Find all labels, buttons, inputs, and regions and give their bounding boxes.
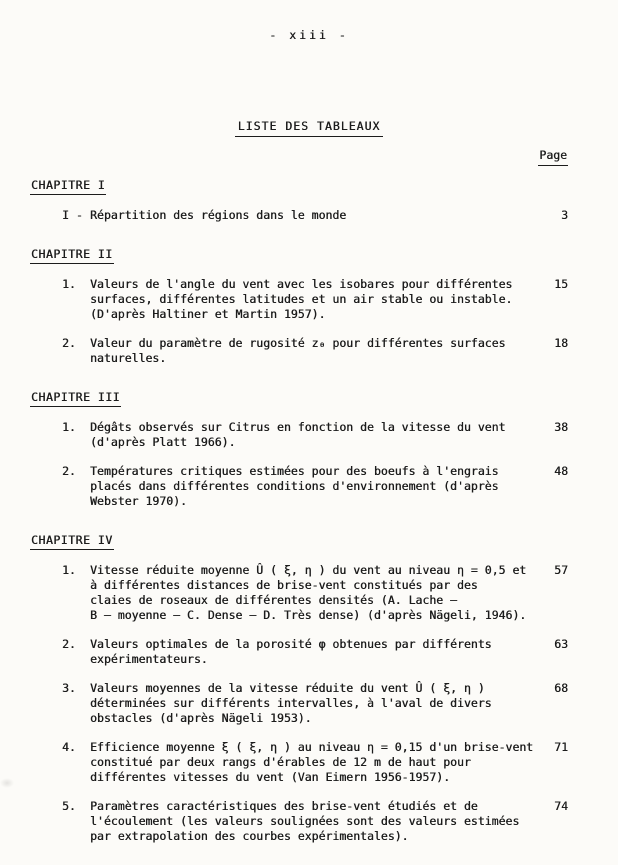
entry-page-number: 63 <box>554 637 568 651</box>
entry-line: claies de roseaux de différentes densités (A. Lache – <box>90 593 457 607</box>
toc-entry <box>62 336 568 366</box>
entry-page-number: 48 <box>554 464 568 478</box>
document-title: LISTE DES TABLEAUX <box>235 119 384 137</box>
entry-line: Valeurs optimales de la porosité φ obtenues par différents <box>90 637 492 651</box>
entry-line: naturelles. <box>90 351 167 365</box>
toc-entry <box>62 464 568 509</box>
chapter-section <box>30 247 568 366</box>
entry-text <box>90 336 532 366</box>
entry-line: Dégâts observés sur Citrus en fonction de la vitesse du vent <box>90 420 506 434</box>
entry-line: Températures critiques estimées pour des boeufs à l'engrais <box>90 464 499 478</box>
entry-line: obstacles (d'après Nägeli 1953). <box>90 711 312 725</box>
toc-entry <box>62 740 568 785</box>
entry-page-number: 71 <box>554 740 568 754</box>
entry-line: l'écoulement (les valeurs soulignées sont des valeurs estimées <box>90 814 520 828</box>
entry-line: Valeur du paramètre de rugosité z₀ pour différentes surfaces <box>90 336 506 350</box>
entry-line: Paramètres caractéristiques des brise-vent étudiés et de <box>90 799 478 813</box>
entry-text <box>90 740 532 785</box>
entry-number: 2. <box>62 336 76 350</box>
entry-text <box>90 420 532 450</box>
entry-text <box>90 277 532 322</box>
entry-line: par extrapolation des courbes expérimentales). <box>90 829 409 843</box>
entry-number: 1. <box>62 563 76 577</box>
entry-number: 5. <box>62 799 76 813</box>
entry-page-number: 68 <box>554 681 568 695</box>
entry-line: placés dans différentes conditions d'environnement (d'après <box>90 479 499 493</box>
entry-text <box>90 208 532 223</box>
chapter-heading <box>30 247 568 264</box>
toc-entry <box>62 277 568 322</box>
entry-number: I - <box>62 208 83 222</box>
entry-page-number: 74 <box>554 799 568 813</box>
entry-text <box>90 563 532 623</box>
toc-entry <box>62 681 568 726</box>
entry-number: 2. <box>62 637 76 651</box>
chapter-heading <box>30 390 568 407</box>
page-column-header-row <box>538 148 568 166</box>
entry-page-number: 3 <box>561 208 568 222</box>
scan-smudge <box>0 778 14 788</box>
chapter-heading-text: CHAPITRE II <box>30 247 114 264</box>
entry-text <box>90 681 532 726</box>
chapter-heading <box>30 533 568 550</box>
entry-number: 4. <box>62 740 76 754</box>
chapter-heading <box>30 178 568 195</box>
entry-line: B – moyenne – C. Dense – D. Très dense) (d'après Nägeli, 1946). <box>90 608 527 622</box>
table-of-tables <box>30 178 568 865</box>
entry-line: Webster 1970). <box>90 494 187 508</box>
entry-page-number: 18 <box>554 336 568 350</box>
entry-number: 3. <box>62 681 76 695</box>
chapter-heading-text: CHAPITRE III <box>30 390 121 407</box>
toc-entry <box>62 799 568 844</box>
entry-line: (D'après Haltiner et Martin 1957). <box>90 307 326 321</box>
chapter-section <box>30 178 568 223</box>
entry-page-number: 57 <box>554 563 568 577</box>
entry-line: (d'après Platt 1966). <box>90 435 236 449</box>
entry-line: Valeurs de l'angle du vent avec les isobares pour différentes <box>90 277 513 291</box>
toc-entry <box>62 208 568 223</box>
page-folio: - xiii - <box>269 28 349 42</box>
entry-page-number: 15 <box>554 277 568 291</box>
entry-text <box>90 799 532 844</box>
entry-line: expérimentateurs. <box>90 652 208 666</box>
chapter-section <box>30 533 568 844</box>
toc-entry <box>62 420 568 450</box>
toc-entry <box>62 637 568 667</box>
entry-line: déterminées sur différents intervalles, à l'aval de divers <box>90 696 492 710</box>
entry-line: Répartition des régions dans le monde <box>90 208 347 222</box>
entry-line: surfaces, différentes latitudes et un air stable ou instable. <box>90 292 513 306</box>
entry-page-number: 38 <box>554 420 568 434</box>
entry-number: 1. <box>62 420 76 434</box>
entry-number: 1. <box>62 277 76 291</box>
chapter-heading-text: CHAPITRE I <box>30 178 106 195</box>
entry-line: Efficience moyenne ξ ( ξ, η ) au niveau η = 0,15 d'un brise-vent <box>90 740 534 754</box>
chapter-heading-text: CHAPITRE IV <box>30 533 114 550</box>
entry-line: Vitesse réduite moyenne Û ( ξ, η ) du vent au niveau η = 0,5 et <box>90 563 527 577</box>
entry-line: Valeurs moyennes de la vitesse réduite du vent Û ( ξ, η ) <box>90 681 485 695</box>
entry-text <box>90 637 532 667</box>
page-column-label: Page <box>538 148 568 166</box>
entry-line: différentes vitesses du vent (Van Eimern 1956-1957). <box>90 770 451 784</box>
entry-text <box>90 464 532 509</box>
toc-entry <box>62 563 568 623</box>
entry-line: constitué par deux rangs d'érables de 12 m de haut pour <box>90 755 471 769</box>
entry-number: 2. <box>62 464 76 478</box>
chapter-section <box>30 390 568 509</box>
title-row <box>0 119 618 137</box>
entry-line: à différentes distances de brise-vent constitués par des <box>90 578 478 592</box>
